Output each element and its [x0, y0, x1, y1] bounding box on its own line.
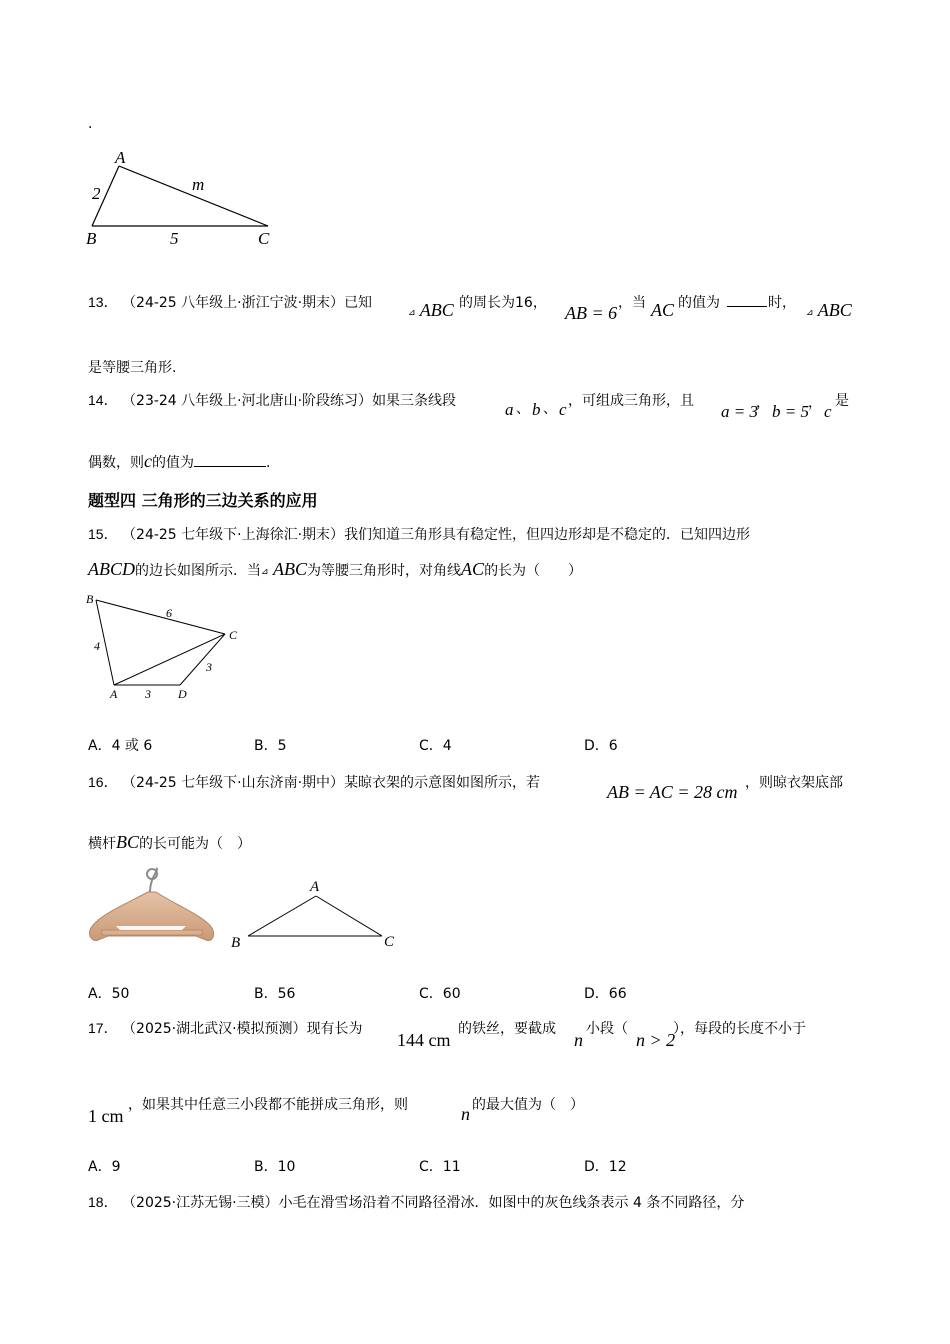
q13-ab-equation: AB = 6 [565, 303, 618, 323]
question-number: 13． [88, 294, 118, 310]
vertex-label-b: B [231, 935, 241, 951]
option-a[interactable] [88, 983, 129, 1003]
option-label: C． [419, 738, 443, 754]
q13-value-text: 的值为 [678, 295, 720, 311]
option-a[interactable] [88, 1156, 121, 1176]
q13-text: 已知 [344, 295, 373, 311]
option-b[interactable] [254, 983, 295, 1003]
option-value: 50 [111, 986, 130, 1002]
triangle-figure-q12 [82, 146, 282, 250]
q14-b-eq: b = 5 [772, 402, 809, 421]
option-d[interactable] [584, 1156, 627, 1176]
vertex-label-b: B [86, 592, 94, 606]
option-value: 66 [608, 986, 627, 1002]
option-c[interactable] [419, 735, 452, 755]
question-number: 14． [88, 392, 118, 408]
q14-text2: ，可组成三角形，且 [568, 393, 694, 409]
question-13-line1 [88, 292, 372, 312]
quadrilateral-figure-q15 [82, 590, 252, 705]
side-label-cd: 3 [206, 660, 212, 674]
option-label: D． [584, 1159, 609, 1175]
q14-comma2: ， [808, 395, 822, 411]
q15-abc: ABC [273, 559, 308, 579]
q14-c2: c [824, 402, 832, 421]
q17-text6: 的最大值为（ ） [472, 1097, 584, 1113]
option-label: A． [88, 738, 112, 754]
q14-c3: c [144, 451, 152, 471]
q17-n2: n [461, 1104, 470, 1124]
q16-text2: ，则晾衣架底部 [745, 775, 843, 791]
q14-answer-blank[interactable] [194, 452, 266, 467]
q16-equation [607, 782, 737, 803]
q14-line2b: 的值为 [152, 455, 194, 471]
q16-line2b: 的长可能为（ ） [139, 836, 252, 852]
question-source: （24-25 七年级下·山东济南·期中） [122, 775, 345, 791]
q15-text2: 的边长如图所示．当 [135, 563, 261, 579]
q14-a-eq: a = 3 [721, 402, 758, 421]
option-d[interactable] [584, 735, 618, 755]
q13-ac: AC [651, 300, 675, 320]
question-13-line2: 是等腰三角形. [88, 360, 177, 376]
q18-text: 小毛在滑雪场沿着不同路径滑冰．如图中的灰色线条表示 4 条不同路径，分 [278, 1195, 745, 1211]
option-label: B． [254, 1159, 278, 1175]
question-source: （24-25 七年级下·上海徐汇·期末） [122, 527, 345, 543]
question-source: （24-25 八年级上·浙江宁波·期末） [122, 295, 345, 311]
question-14-line2 [88, 451, 270, 472]
option-value: 60 [442, 986, 461, 1002]
option-value: 56 [277, 986, 296, 1002]
q14-c: c [559, 400, 567, 419]
vertex-label-a: A [115, 148, 126, 167]
q17-one-cm: 1 cm [88, 1106, 124, 1126]
option-value: 10 [277, 1159, 296, 1175]
q14-line2end: . [266, 455, 271, 471]
option-c[interactable] [419, 1156, 461, 1176]
question-number: 15． [88, 526, 118, 542]
q16-eq: AB = AC = 28 cm [607, 782, 738, 802]
question-number: 16． [88, 774, 118, 790]
option-value: 9 [111, 1159, 121, 1175]
question-17-line1 [88, 1018, 363, 1038]
q13-perimeter-text: 的周长为16， [459, 295, 547, 311]
option-b[interactable] [254, 1156, 295, 1176]
q13-abc: ABC [419, 300, 454, 320]
option-value: 4 或 6 [111, 738, 153, 754]
q14-b: b [532, 400, 541, 419]
q14-text3: 是 [835, 393, 849, 409]
q17-text5: ，如果其中任意三小段都不能拼成三角形，则 [128, 1097, 408, 1113]
option-label: C． [419, 986, 443, 1002]
q17-text3: 小段（ [586, 1021, 628, 1037]
section-heading: 题型四 三角形的三边关系的应用 [88, 491, 318, 510]
side-label-ad: 3 [145, 687, 151, 701]
q17-length: 144 cm [397, 1030, 451, 1050]
option-label: A． [88, 986, 112, 1002]
q15-abcd: ABCD [88, 559, 135, 579]
question-number: 17． [88, 1020, 118, 1036]
option-d[interactable] [584, 983, 627, 1003]
option-c[interactable] [419, 983, 461, 1003]
q14-sep1: 、 [516, 401, 530, 417]
option-label: D． [584, 738, 609, 754]
q13-when-text: ，当 [618, 295, 646, 311]
option-label: D． [584, 986, 609, 1002]
side-label-bc: 5 [170, 229, 179, 248]
option-label: C． [419, 1159, 443, 1175]
q13-answer-blank[interactable] [727, 292, 767, 307]
option-a[interactable] [88, 735, 152, 755]
option-value: 5 [277, 738, 287, 754]
vertex-label-d: D [178, 687, 187, 701]
q14-comma1: ， [756, 395, 770, 411]
vertex-label-c: C [258, 229, 270, 248]
side-label-bc: 6 [166, 606, 172, 620]
question-14-line1 [88, 390, 456, 410]
q15-ac: AC [461, 559, 485, 579]
q17-n: n [574, 1030, 583, 1050]
vertex-label-c: C [229, 628, 238, 642]
triangle-figure-q16 [226, 872, 406, 954]
question-number: 18． [88, 1194, 118, 1210]
leading-dot: . [88, 116, 93, 132]
q13-triangle-abc: ⊿ ABC [408, 300, 454, 320]
q17-condition: n > 2 [636, 1030, 676, 1050]
question-16-line2 [88, 832, 251, 853]
q15-text: 我们知道三角形具有稳定性，但四边形却是不稳定的．已知四边形 [344, 527, 751, 543]
option-label: A． [88, 1159, 112, 1175]
q13-shi-text: 时， [768, 295, 796, 311]
question-source: （2025·江苏无锡·三模） [122, 1195, 279, 1211]
q13-triangle-abc-2: ⊿ ABC [806, 300, 852, 320]
vertex-label-c: C [384, 934, 395, 950]
q16-text: 某晾衣架的示意图如图所示，若 [344, 775, 541, 791]
q14-sep2: 、 [543, 401, 557, 417]
q17-text2: 的铁丝，要截成 [458, 1021, 556, 1037]
q16-line2a: 横杆 [88, 836, 116, 852]
side-label-ab: 2 [92, 184, 101, 203]
side-label-ab: 4 [94, 639, 100, 653]
hanger-image [86, 866, 218, 948]
question-15-line1 [88, 524, 750, 544]
q17-text4: ），每段的长度不小于 [673, 1021, 806, 1037]
side-label-m: m [192, 175, 205, 194]
question-18-line1 [88, 1192, 744, 1212]
question-15-line2: ABCD的边长如图所示．当⊿ ABC为等腰三角形时，对角线AC的长为（ ） [88, 559, 583, 579]
question-source: （2025·湖北武汉·模拟预测） [122, 1021, 307, 1037]
q16-bc: BC [116, 832, 140, 852]
option-label: B． [254, 738, 278, 754]
option-b[interactable] [254, 735, 287, 755]
vertex-label-b: B [86, 229, 97, 248]
vertex-label-a: A [310, 879, 320, 895]
vertex-label-a: A [110, 687, 118, 701]
option-value: 12 [608, 1159, 627, 1175]
q14-line2a: 偶数，则 [88, 455, 144, 471]
question-source: （23-24 八年级上·河北唐山·阶段练习） [122, 393, 373, 409]
option-label: B． [254, 986, 278, 1002]
q17-text: 现有长为 [306, 1021, 363, 1037]
option-value: 4 [442, 738, 452, 754]
q14-a: a [505, 400, 514, 419]
question-16-line1 [88, 772, 540, 792]
q15-text4: 的长为（ ） [484, 563, 583, 579]
q13-abc2: ABC [817, 300, 852, 320]
q14-text: 如果三条线段 [372, 393, 457, 409]
option-value: 11 [442, 1159, 461, 1175]
q15-text3: 为等腰三角形时，对角线 [307, 563, 462, 579]
option-value: 6 [608, 738, 618, 754]
